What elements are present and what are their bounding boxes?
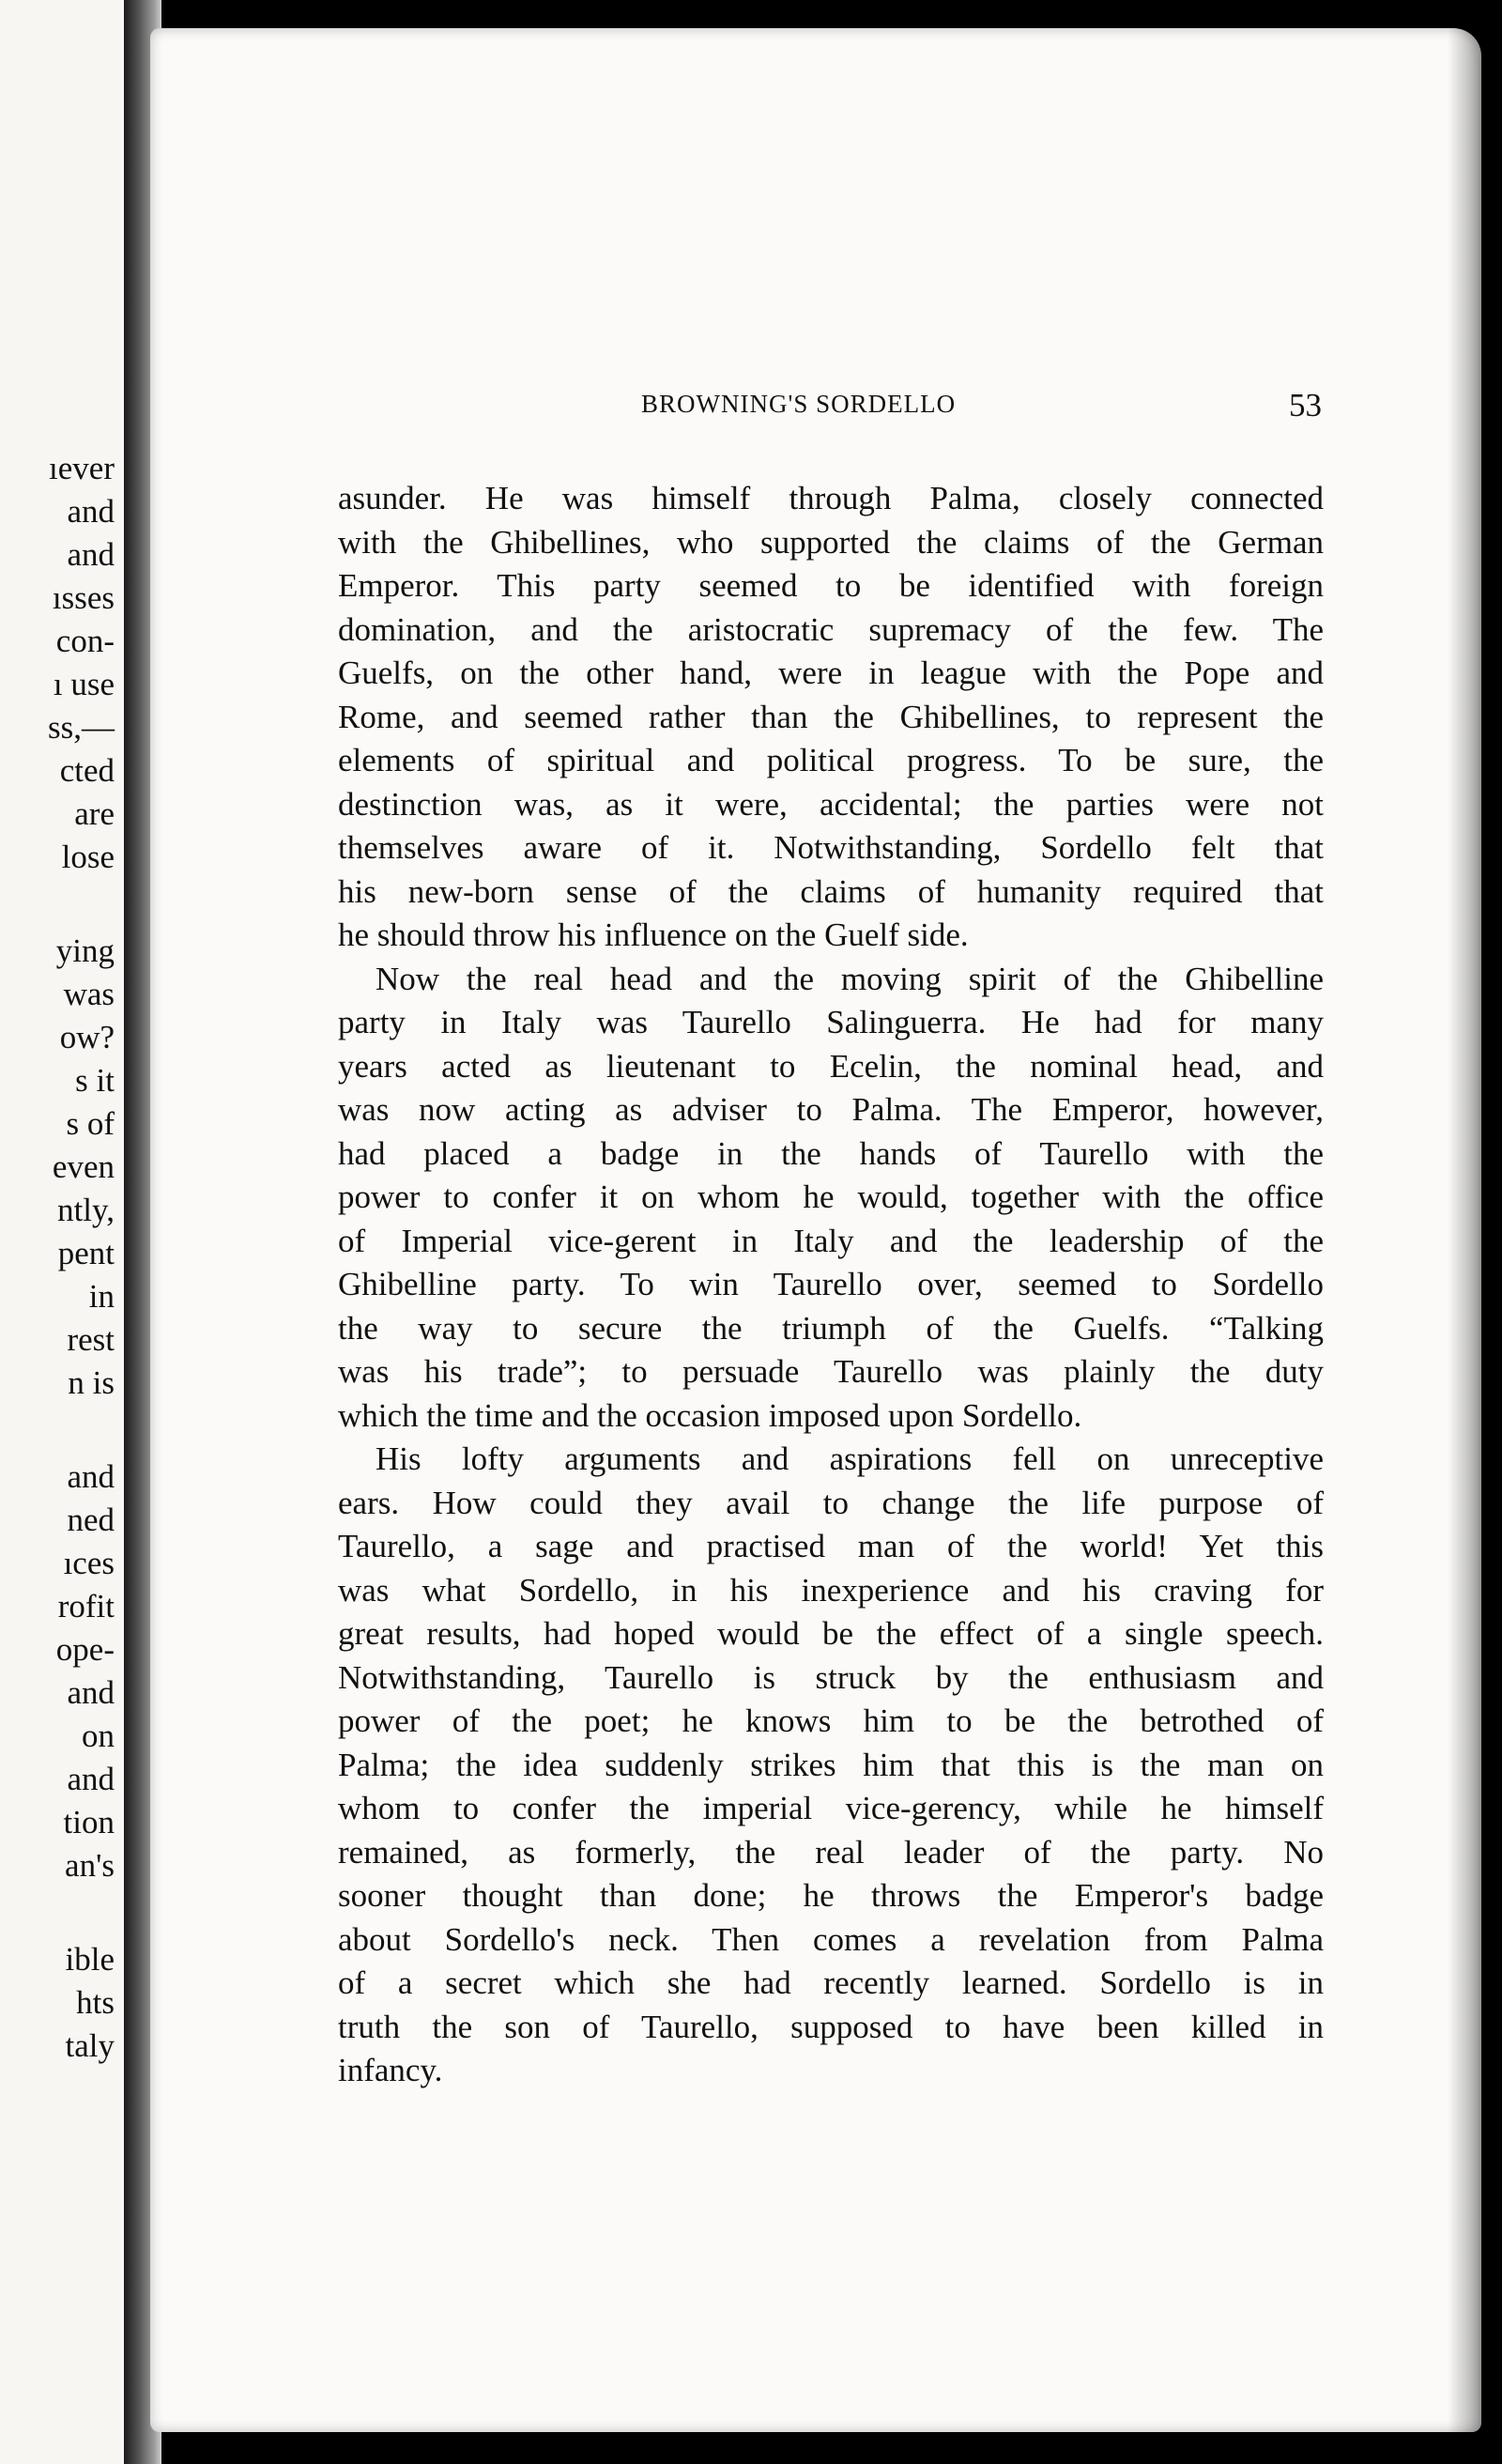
text-line: power to confer it on whom he would, together with the office <box>338 1178 1324 1215</box>
facing-page-line: and <box>67 536 115 573</box>
facing-page-line: rest <box>67 1321 115 1358</box>
facing-page-line: ısses <box>52 579 115 616</box>
facing-page-line: tion <box>63 1804 115 1840</box>
text-line: of a secret which she had recently learned. Sordello is in <box>338 1964 1324 2001</box>
facing-page-line: are <box>74 795 115 832</box>
text-line: themselves aware of it. Notwithstanding, Sordello felt that <box>338 829 1324 866</box>
text-line: whom to confer the imperial vice-gerency, while he himself <box>338 1790 1324 1826</box>
facing-page-line: ıces <box>63 1545 115 1581</box>
facing-page-line: rofit <box>57 1588 115 1625</box>
text-line: about Sordello's neck. Then comes a revelation from Palma <box>338 1920 1324 1958</box>
text-line: was his trade”; to persuade Taurello was plainly the duty <box>338 1353 1324 1390</box>
facing-page-line: and <box>67 1674 115 1711</box>
facing-page-line: and <box>67 1458 115 1495</box>
page-number: 53 <box>1289 387 1322 424</box>
text-line: sooner thought than done; he throws the Emperor's badge <box>338 1877 1324 1914</box>
facing-page-line: in <box>88 1278 115 1315</box>
paragraph <box>338 1438 1324 2093</box>
facing-page-line: even <box>52 1148 115 1185</box>
text-line: Ghibelline party. To win Taurello over, seemed to Sordello <box>338 1266 1324 1302</box>
text-line: infancy. <box>338 2052 443 2088</box>
text-line: had placed a badge in the hands of Taurello with the <box>338 1134 1324 1172</box>
text-line: which the time and the occasion imposed upon Sordello. <box>338 1396 1082 1434</box>
facing-page-line: cted <box>59 752 115 789</box>
text-line: years acted as lieutenant to Ecelin, the nominal head, and <box>338 1047 1324 1085</box>
facing-page-line: and <box>67 493 115 530</box>
facing-page-line: and <box>67 1761 115 1797</box>
book-page <box>150 28 1481 2432</box>
facing-page-line: ow? <box>59 1019 115 1055</box>
text-line: Now the real head and the moving spirit of the Ghibelline <box>376 960 1324 997</box>
facing-page-line: ope- <box>55 1631 115 1668</box>
facing-page-line: s of <box>66 1105 115 1142</box>
facing-page-line: con- <box>55 623 115 659</box>
facing-page-line: was <box>63 976 115 1012</box>
facing-page-line: ı use <box>53 666 115 702</box>
facing-page-line: ned <box>67 1502 115 1538</box>
text-line: was now acting as adviser to Palma. The Emperor, however, <box>338 1091 1324 1128</box>
facing-page-line: ible <box>65 1941 115 1978</box>
text-line: remained, as formerly, the real leader of the party. No <box>338 1833 1324 1871</box>
text-line: truth the son of Taurello, supposed to have been killed in <box>338 2008 1324 2045</box>
text-line: with the Ghibellines, who supported the claims of the German <box>338 523 1324 561</box>
text-line: power of the poet; he knows him to be the betrothed of <box>338 1702 1324 1739</box>
facing-page-line: n is <box>68 1364 115 1401</box>
text-line: Notwithstanding, Taurello is struck by the enthusiasm and <box>338 1658 1324 1696</box>
text-line: Rome, and seemed rather than the Ghibellines, to represent the <box>338 698 1324 735</box>
text-line: elements of spiritual and political progress. To be sure, the <box>338 742 1324 778</box>
facing-page-line: taly <box>65 2027 115 2064</box>
facing-page-fragment <box>0 0 124 2464</box>
facing-page-line: on <box>82 1717 115 1754</box>
facing-page-line: ntly, <box>57 1192 115 1228</box>
running-head: BROWNING'S SORDELLO <box>641 390 957 418</box>
paragraph <box>338 958 1324 1439</box>
text-line: Emperor. This party seemed to be identified with foreign <box>338 567 1324 604</box>
paragraph <box>338 477 1324 958</box>
text-line: was what Sordello, in his inexperience and his craving for <box>338 1571 1324 1609</box>
text-line: asunder. He was himself through Palma, closely connected <box>338 480 1324 516</box>
text-line: he should throw his influence on the Guelf side. <box>338 916 969 953</box>
text-line: of Imperial vice-gerent in Italy and the leadership of the <box>338 1222 1324 1259</box>
facing-page-line: ıever <box>49 450 115 486</box>
page-body <box>338 477 1324 2093</box>
text-line: his new-born sense of the claims of humanity required that <box>338 872 1324 910</box>
text-line: His lofty arguments and aspirations fell on unreceptive <box>376 1440 1324 1477</box>
text-line: Guelfs, on the other hand, were in league with the Pope and <box>338 654 1324 691</box>
facing-page-line: lose <box>61 839 115 875</box>
text-line: Taurello, a sage and practised man of the world! Yet this <box>338 1528 1324 1564</box>
text-line: party in Italy was Taurello Salinguerra. He had for many <box>338 1004 1324 1040</box>
facing-page-line: an's <box>65 1847 115 1884</box>
text-line: great results, had hoped would be the effect of a single speech. <box>338 1615 1324 1652</box>
facing-page-line: s it <box>75 1062 115 1099</box>
facing-page-line: pent <box>57 1235 115 1271</box>
text-line: domination, and the aristocratic supremacy of the few. The <box>338 610 1324 648</box>
text-line: Palma; the idea suddenly strikes him that this is the man on <box>338 1746 1324 1783</box>
facing-page-line: ss,— <box>48 709 115 746</box>
text-line: ears. How could they avail to change the life purpose of <box>338 1484 1324 1521</box>
facing-page-line: hts <box>76 1984 115 2021</box>
text-line: destinction was, as it were, accidental; the parties were not <box>338 785 1324 823</box>
facing-page-line: ying <box>55 932 115 969</box>
text-line: the way to secure the triumph of the Guelfs. “Talking <box>338 1309 1324 1347</box>
